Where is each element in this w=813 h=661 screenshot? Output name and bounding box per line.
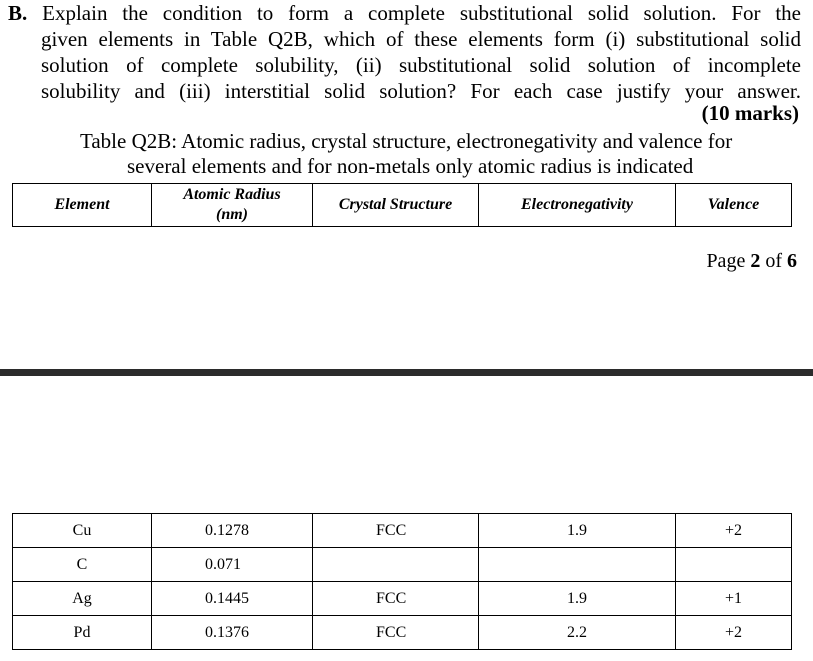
page-number xyxy=(706,250,797,273)
cell-electronegativity xyxy=(479,548,676,582)
cell-element: Ag xyxy=(13,582,152,616)
data-table xyxy=(12,513,792,650)
page-total: 6 xyxy=(787,250,797,272)
cell-valence: +1 xyxy=(676,582,792,616)
question-line-2: given elements in Table Q2B, which of these elements form (i) substitutional solid xyxy=(41,27,801,51)
table-row xyxy=(13,514,792,548)
question-text xyxy=(8,0,801,104)
question-line-4: solubility and (iii) interstitial solid solution? For each case justify your answer. xyxy=(41,79,801,103)
header-atomic-radius-line-1: Atomic Radius xyxy=(183,186,281,203)
question-label: B. xyxy=(8,1,28,25)
question-line-1 xyxy=(8,0,801,26)
cell-electronegativity: 1.9 xyxy=(479,582,676,616)
marks-label: (10 marks) xyxy=(701,101,799,125)
page-divider xyxy=(0,369,813,376)
cell-radius: 0.071 xyxy=(152,548,313,582)
table-row xyxy=(13,616,792,650)
table-caption-line-2: several elements and for non-metals only atomic radius is indicated xyxy=(127,154,694,178)
header-element: Element xyxy=(13,184,152,227)
cell-radius: 0.1278 xyxy=(152,514,313,548)
header-atomic-radius-line-2: (nm) xyxy=(216,206,248,223)
table-row xyxy=(13,582,792,616)
cell-radius: 0.1445 xyxy=(152,582,313,616)
header-valence: Valence xyxy=(676,184,792,227)
cell-radius: 0.1376 xyxy=(152,616,313,650)
cell-element: Cu xyxy=(13,514,152,548)
cell-electronegativity: 1.9 xyxy=(479,514,676,548)
table-caption-line-1: Table Q2B: Atomic radius, crystal structure, electronegativity and valence for xyxy=(80,129,733,153)
question-line-1-text: Explain the condition to form a complete substitutional solid solution. For the xyxy=(42,1,801,25)
page-of: of xyxy=(765,250,782,272)
cell-element: C xyxy=(13,548,152,582)
cell-structure: FCC xyxy=(313,582,479,616)
cell-structure: FCC xyxy=(313,514,479,548)
cell-electronegativity: 2.2 xyxy=(479,616,676,650)
page-prefix: Page xyxy=(706,250,746,272)
question-line-3: solution of complete solubility, (ii) substitutional solid solution of incomplete xyxy=(41,53,801,77)
cell-valence: +2 xyxy=(676,514,792,548)
table-header xyxy=(12,183,792,227)
cell-structure xyxy=(313,548,479,582)
table-row xyxy=(13,548,792,582)
header-crystal-structure: Crystal Structure xyxy=(313,184,479,227)
header-atomic-radius xyxy=(152,184,313,227)
page-current: 2 xyxy=(750,250,761,272)
cell-valence xyxy=(676,548,792,582)
cell-valence: +2 xyxy=(676,616,792,650)
header-electronegativity: Electronegativity xyxy=(479,184,676,227)
cell-element: Pd xyxy=(13,616,152,650)
cell-structure: FCC xyxy=(313,616,479,650)
